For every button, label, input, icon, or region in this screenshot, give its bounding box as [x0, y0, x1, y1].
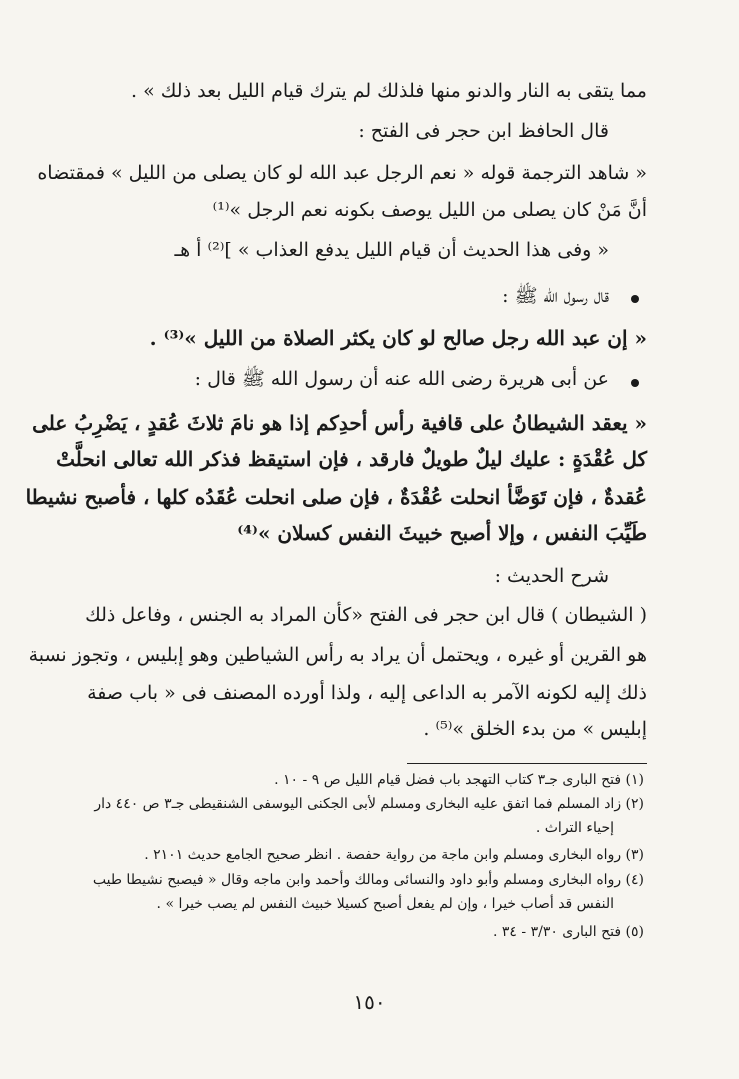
footnote-separator [407, 763, 647, 764]
text-line-6: قال رسول الله ﷺ : [502, 285, 609, 307]
hadith-line-5: طَيِّبَ النفس ، وإلا أصبح خبيثَ النفس كسلان »⁽⁴⁾ [237, 521, 647, 545]
bullet-icon [631, 295, 639, 303]
footnote-4: (٤) رواه البخارى ومسلم وأبو داود والنسائى ومالك وأحمد وابن ماجه وقال « فيصبح نشيطا طيب [92, 872, 644, 888]
footnote-4-cont: النفس قد أصاب خيرا ، وإن لم يفعل أصبح كسيلا خبيث النفس لم يصب خيرا » . [156, 896, 614, 912]
text-line-3: « شاهد الترجمة قوله « نعم الرجل عبد الله لو كان يصلى من الليل » فمقتضاه [37, 162, 647, 184]
footnote-2: (٢) زاد المسلم فما اتفق عليه البخارى ومسلم لأبى الجكنى اليوسفى الشنقيطى جـ٣ ص ٤٤٠ دار [94, 796, 644, 812]
bullet-icon [631, 379, 639, 387]
hadith-line-1: « إن عبد الله رجل صالح لو كان يكثر الصلاة من الليل »⁽³⁾ . [149, 326, 647, 350]
hadith-line-4: عُقدةٌ ، فإن تَوَضَّأ انحلت عُقْدَةٌ ، فإن صلى انحلت عُقَدُه كلها ، فأصبح نشيطا [25, 485, 647, 509]
text-line-2: قال الحافظ ابن حجر فى الفتح : [358, 120, 609, 142]
text-line-8: عن أبى هريرة رضى الله عنه أن رسول الله ﷺ قال : [194, 368, 609, 390]
footnote-5: (٥) فتح البارى ٣/٣٠ - ٣٤ . [492, 924, 644, 940]
text-line-17: إبليس » من بدء الخلق »⁽⁵⁾ . [423, 718, 647, 740]
text-line-4: أنَّ مَنْ كان يصلى من الليل يوصف بكونه نعم الرجل »⁽¹⁾ [212, 199, 647, 221]
text-line-14: ( الشيطان ) قال ابن حجر فى الفتح «كأن المراد به الجنس ، وفاعل ذلك [85, 604, 647, 626]
hadith-line-3: كل عُقْدَةٍ : عليك ليلٌ طويلٌ فارقد ، فإن استيقظ فذكر الله تعالى انحلَّتْ [56, 447, 647, 471]
text-line-15: هو القرين أو غيره ، ويحتمل أن يراد به رأس الشياطين وهو إبليس ، وتجوز نسبة [28, 644, 647, 666]
footnote-3: (٣) رواه البخارى ومسلم وابن ماجة من رواية حفصة . انظر صحيح الجامع حديث ٢١٠١ . [144, 847, 644, 863]
text-line-1: مما يتقى به النار والدنو منها فلذلك لم يترك قيام الليل بعد ذلك » . [131, 80, 647, 102]
text-line-16: ذلك إليه لكونه الآمر به الداعى إليه ، ولذا أورده المصنف فى « باب صفة [87, 682, 647, 704]
hadith-line-2: « يعقد الشيطانُ على قافية رأس أحدِكم إذا هو نامَ ثلاثَ عُقدٍ ، يَضْرِبُ على [32, 411, 647, 435]
footnote-1: (١) فتح البارى جـ٣ كتاب التهجد باب فضل قيام الليل ص ٩ - ١٠ . [274, 772, 644, 788]
text-line-5: « وفى هذا الحديث أن قيام الليل يدفع العذاب » ]⁽²⁾ أ هـ [174, 239, 609, 261]
footnote-2-cont: إحياء التراث . [535, 820, 614, 836]
section-heading: شرح الحديث : [494, 565, 609, 587]
page-number: ١٥٠ [353, 990, 386, 1014]
